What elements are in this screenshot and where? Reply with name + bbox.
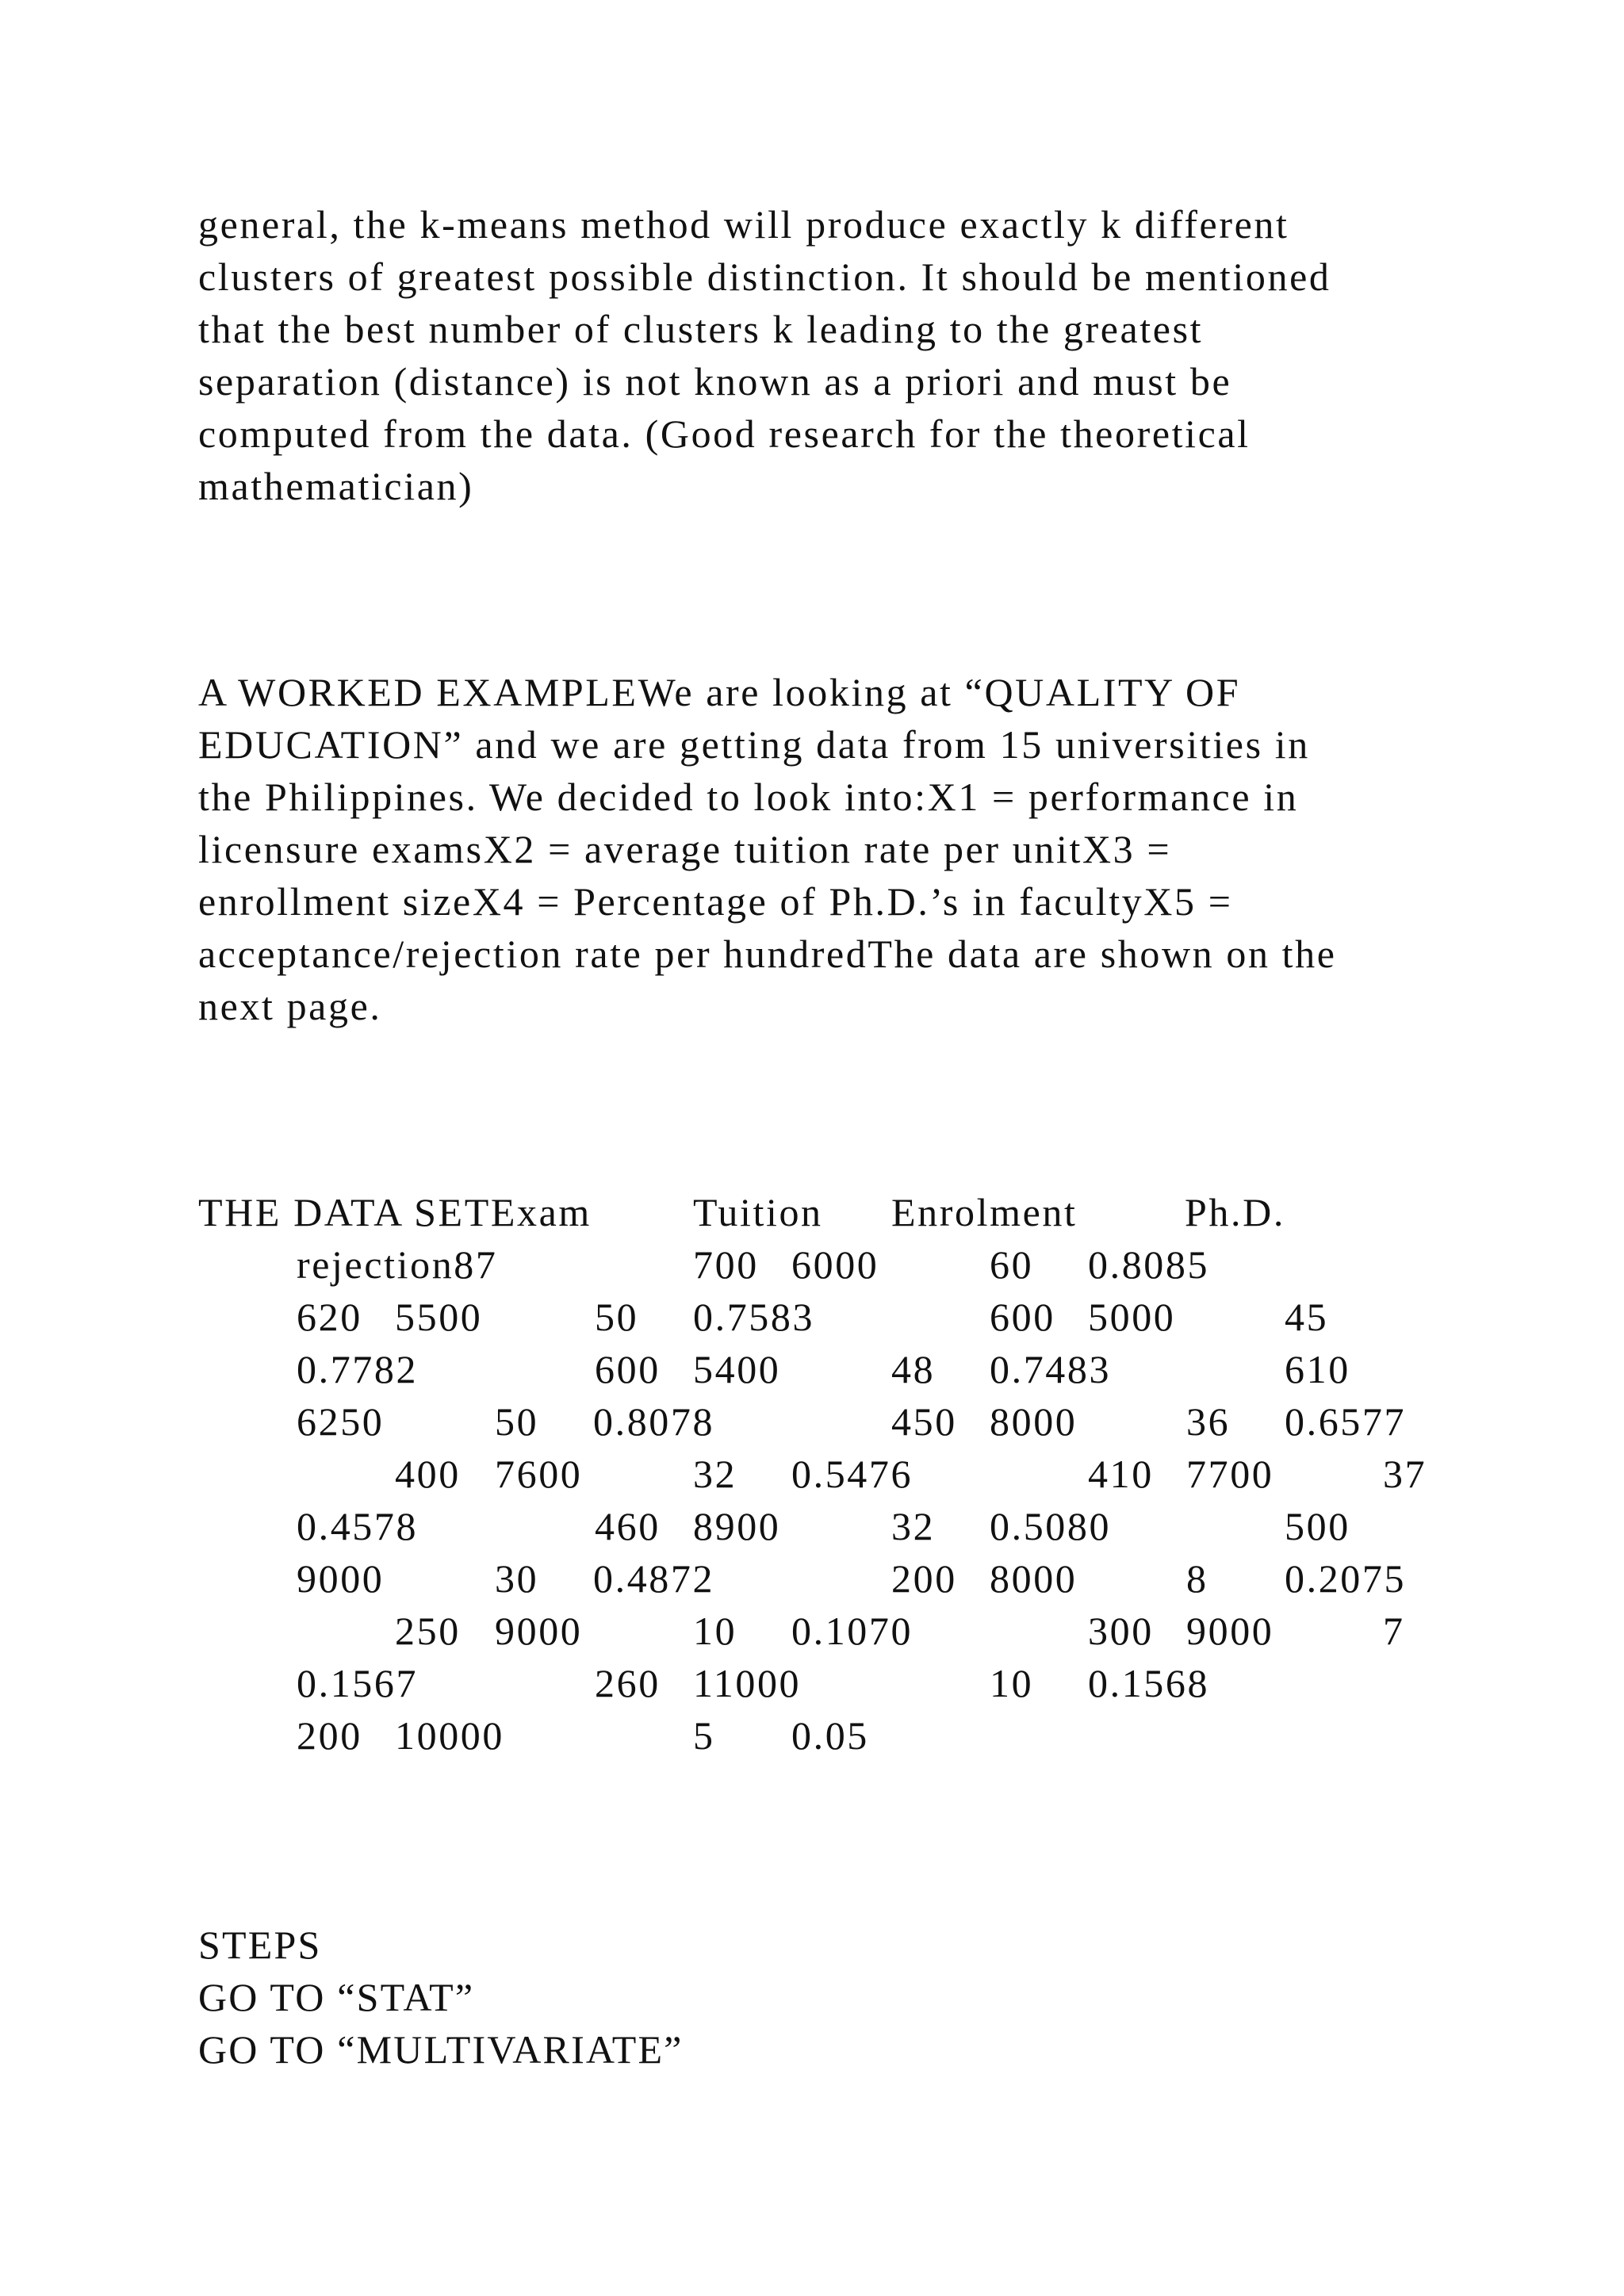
data-cell: 250: [395, 1609, 461, 1653]
data-cell: 0.5476: [791, 1452, 914, 1496]
steps-title: STEPS: [198, 1923, 322, 1967]
data-cell: rejection87: [297, 1242, 498, 1287]
data-cell: 37: [1383, 1452, 1427, 1496]
data-set-block: [198, 1189, 1427, 1776]
data-cell: 0.8085: [1088, 1242, 1210, 1287]
data-cell: 450: [891, 1399, 957, 1444]
data-cell: 32: [693, 1452, 737, 1496]
text-line: enrollment sizeX4 = Percentage of Ph.D.’s in facultyX5 =: [198, 879, 1233, 924]
data-cell: 11000: [693, 1661, 802, 1705]
text-line: A WORKED EXAMPLEWe are looking at “QUALITY OF: [198, 670, 1241, 714]
text-line: EDUCATION” and we are getting data from 15 universities in: [198, 722, 1310, 767]
data-cell: 5000: [1088, 1295, 1176, 1339]
column-header-enrolment: Enrolment: [891, 1190, 1078, 1234]
data-cell: 10000: [395, 1713, 504, 1758]
data-cell: 0.4578: [297, 1504, 419, 1548]
data-cell: 0.7483: [990, 1347, 1112, 1391]
data-cell: 600: [595, 1347, 661, 1391]
data-cell: 8000: [990, 1399, 1078, 1444]
data-cell: 50: [495, 1399, 539, 1444]
data-cell: 5500: [395, 1295, 483, 1339]
data-cell: 0.1567: [297, 1661, 419, 1705]
data-cell: 7: [1383, 1609, 1405, 1653]
text-line: mathematician): [198, 464, 474, 508]
data-cell: 9000: [495, 1609, 583, 1653]
data-cell: 0.05: [791, 1713, 869, 1758]
data-cell: 410: [1088, 1452, 1154, 1496]
text-line: licensure examsX2 = average tuition rate per unitX3 =: [198, 827, 1172, 871]
data-cell: 0.5080: [990, 1504, 1112, 1548]
data-cell: 0.7583: [693, 1295, 815, 1339]
data-cell: 45: [1285, 1295, 1329, 1339]
text-line: separation (distance) is not known as a priori and must be: [198, 359, 1232, 404]
column-header-phd: Ph.D.: [1185, 1190, 1285, 1234]
text-line: that the best number of clusters k leading to the greatest: [198, 307, 1204, 351]
data-cell: 8000: [990, 1556, 1078, 1601]
data-cell: 400: [395, 1452, 461, 1496]
data-cell: 36: [1186, 1399, 1231, 1444]
data-cell: 10: [990, 1661, 1034, 1705]
data-cell: 620: [297, 1295, 362, 1339]
data-cell: 0.2075: [1285, 1556, 1407, 1601]
data-cell: 7700: [1186, 1452, 1274, 1496]
data-cell: 200: [297, 1713, 362, 1758]
data-cell: 7600: [495, 1452, 583, 1496]
data-cell: 10: [693, 1609, 737, 1653]
data-cell: 48: [891, 1347, 936, 1391]
text-line: clusters of greatest possible distinction. It should be mentioned: [198, 254, 1331, 299]
column-header-tuition: Tuition: [693, 1190, 823, 1234]
data-cell: 32: [891, 1504, 936, 1548]
text-line: acceptance/rejection rate per hundredThe data are shown on the: [198, 932, 1337, 976]
data-cell: 460: [595, 1504, 661, 1548]
text-line: next page.: [198, 984, 382, 1028]
data-cell: 9000: [297, 1556, 385, 1601]
data-cell: 6250: [297, 1399, 385, 1444]
text-line: the Philippines. We decided to look into:X1 = performance in: [198, 775, 1299, 819]
data-cell: 0.6577: [1285, 1399, 1407, 1444]
data-cell: 8900: [693, 1504, 781, 1548]
step-item: GO TO “STAT”: [198, 1975, 475, 2019]
data-cell: 0.1568: [1088, 1661, 1210, 1705]
data-cell: 0.1070: [791, 1609, 914, 1653]
data-cell: 8: [1186, 1556, 1208, 1601]
data-cell: 0.4872: [593, 1556, 715, 1601]
data-cell: 60: [990, 1242, 1034, 1287]
data-cell: 6000: [791, 1242, 879, 1287]
data-cell: 9000: [1186, 1609, 1274, 1653]
data-cell: 30: [495, 1556, 539, 1601]
step-item: GO TO “MULTIVARIATE”: [198, 2027, 684, 2072]
data-cell: 200: [891, 1556, 957, 1601]
text-line: general, the k-means method will produce exactly k different: [198, 202, 1289, 247]
text-line: computed from the data. (Good research for the theoretical: [198, 411, 1251, 456]
data-cell: 260: [595, 1661, 661, 1705]
data-cell: 0.8078: [593, 1399, 715, 1444]
data-cell: 5: [693, 1713, 715, 1758]
data-cell: 0.7782: [297, 1347, 419, 1391]
data-set-heading: THE DATA SETExam: [198, 1190, 592, 1234]
data-cell: 610: [1285, 1347, 1350, 1391]
data-cell: 50: [595, 1295, 639, 1339]
data-cell: 5400: [693, 1347, 781, 1391]
data-cell: 600: [990, 1295, 1055, 1339]
data-cell: 300: [1088, 1609, 1154, 1653]
data-cell: 500: [1285, 1504, 1350, 1548]
data-cell: 700: [693, 1242, 759, 1287]
